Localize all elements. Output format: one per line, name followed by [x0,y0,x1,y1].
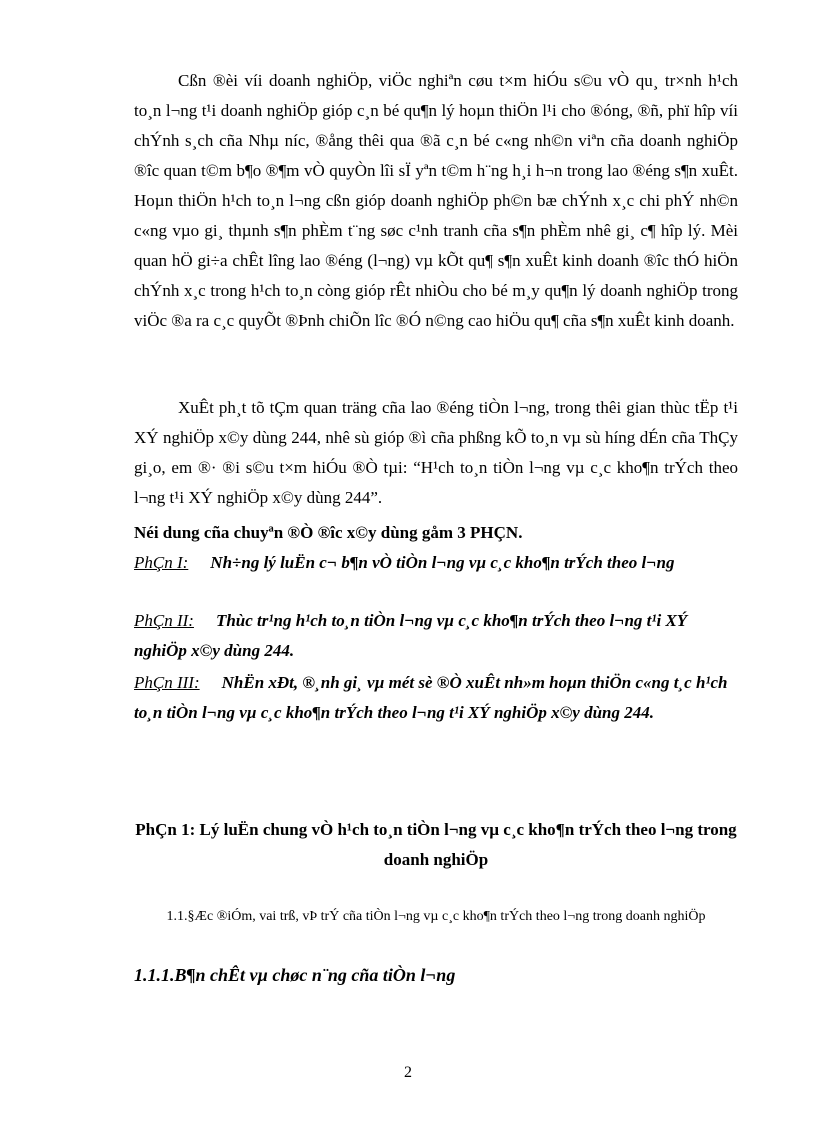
part-label: PhÇn I: [134,553,189,572]
part-label: PhÇn II: [134,611,194,630]
part-label: PhÇn III: [134,673,200,692]
page-number: 2 [404,1064,412,1081]
section-title: PhÇn 1: Lý luËn chung vÒ h¹ch to¸n tiÒn l¬ng vµ c¸c kho¶n trÝch theo l¬ng trong doanh nghiÖp [135,820,737,869]
paragraph-text: XuÊt ph¸t tõ tÇm quan träng cña lao ®éng tiÒn l¬ng, trong thêi gian thùc tËp t¹i XÝ nghiÖp x©y dùng 244, nhê sù gióp ®ì cña phßng kÕ to¸n vµ sù híng dÉn cña ThÇy gi¸o, em ®· ®i s©u t×m hiÓu ®Ò tµi: “H¹ch to¸n tiÒn l¬ng vµ c¸c kho¶n trÝch theo l¬ng t¹i XÝ nghiÖp x©y dùng 244”. [134,398,738,507]
body-paragraph-1 [134,66,738,336]
paragraph-text: Cßn ®èi víi doanh nghiÖp, viÖc nghiªn cøu t×m hiÓu s©u vÒ qu¸ tr×nh h¹ch to¸n l¬ng t¹i doanh nghiÖp gióp c¸n bé qu¶n lý hoµn thiÖn l¹i cho ®óng, ®ñ, phï hîp víi chÝnh s¸ch cña Nhµ níc, ®ång thêi qua ®ã c¸n bé c«ng nh©n viªn cña doanh nghiÖp ®îc quan t©m b¶o ®¶m vÒ quyÒn lîi sÏ yªn t©m h¨ng h¸i h¬n trong lao ®éng s¶n xuÊt. Hoµn thiÖn h¹ch to¸n l¬ng cßn gióp doanh nghiÖp ph©n bæ chÝnh x¸c chi phÝ nh©n c«ng vµo gi¸ thµnh s¶n phÈm t¨ng søc c¹nh tranh cña s¶n phÈm nhê gi¸ c¶ hîp lý. Mèi quan hÖ gi÷a chÊt lîng lao ®éng (l¬ng) vµ kÕt qu¶ s¶n xuÊt kinh doanh ®îc thÓ hiÖn chÝnh x¸c trong h¹ch to¸n còng gióp rÊt nhiÒu cho bé m¸y qu¶n lý doanh nghiÖp trong viÖc ®a ra c¸c quyÕt ®Þnh chiÕn lîc ®Ó n©ng cao hiÖu qu¶ cña s¶n xuÊt kinh doanh. [134,71,738,330]
body-paragraph-2 [134,393,738,513]
subsubsection-title: 1.1.1.B¶n chÊt vµ chøc n¨ng cña tiÒn l¬ng [134,965,456,985]
part-2-entry [134,606,738,666]
part-title: Nh÷ng lý luËn c¬ b¶n vÒ tiÒn l¬ng vµ c¸c kho¶n trÝch theo l¬ng [210,553,675,572]
part-title: NhËn xÐt, ®¸nh gi¸ vµ mét sè ®Ò xuÊt nh»m hoµn thiÖn c«ng t¸c h¹ch to¸n tiÒn l¬ng vµ c¸c kho¶n trÝch theo l¬ng t¹i XÝ nghiÖp x©y dùng 244. [134,673,728,722]
part-1-entry [134,548,738,578]
part-title: Thùc tr¹ng h¹ch to¸n tiÒn l¬ng vµ c¸c kho¶n trÝch theo l¬ng t¹i XÝ nghiÖp x©y dùng 244. [134,611,688,660]
subsection-title: 1.1.§Æc ®iÓm, vai trß, vÞ trÝ cña tiÒn l¬ng vµ c¸c kho¶n trÝch theo l¬ng trong doanh nghiÖp [166,909,706,924]
part-3-entry [134,668,738,728]
content-intro-line: Néi dung cña chuyªn ®Ò ®îc x©y dùng gåm 3 PHÇN. [134,523,523,542]
